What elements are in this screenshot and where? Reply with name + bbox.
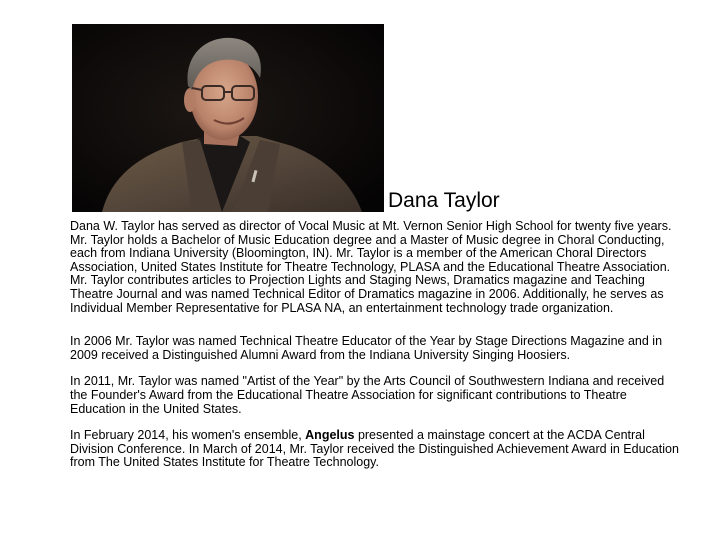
bio-text: In February 2014, his women's ensemble, xyxy=(70,428,306,443)
portrait-illustration xyxy=(72,24,384,212)
bio-paragraph: In 2006 Mr. Taylor was named Technical Theatre Educator of the Year by Stage Directions Magazine and in 2009 received a Distinguished Alumni Award from the Indiana University Singing Hoosiers. xyxy=(70,334,663,362)
biography xyxy=(70,220,682,483)
profile-name: Dana Taylor xyxy=(388,189,500,212)
portrait-photo xyxy=(72,24,384,212)
ensemble-name: Angelus xyxy=(305,428,355,443)
bio-paragraph: In 2011, Mr. Taylor was named "Artist of the Year" by the Arts Council of Southwestern Indiana and received the Founder's Award from the Educational Theatre Association for significant contributions to Theatre Education in the United States. xyxy=(70,374,665,416)
bio-text: presented a mainstage concert at the ACDA Central Division Conference. In March of 2014, Mr. Taylor received the Distinguished Achievement Award in Education from The United States Institute for Theatre Technology. xyxy=(70,428,679,470)
bio-paragraph-last xyxy=(70,429,682,470)
bio-paragraph: Dana W. Taylor has served as director of Vocal Music at Mt. Vernon Senior High School for twenty five years. Mr. Taylor holds a Bachelor of Music Education degree and a Master of Music degree in Choral Conducting, each from Indiana University (Bloomington, IN). Mr. Taylor is a member of the American Choral Directors Association, United States Institute for Theatre Technology, PLASA and the Educational Theatre Association. Mr. Taylor contributes articles to Projection Lights and Staging News, Dramatics magazine and Teaching Theatre Journal and was named Technical Editor of Dramatics magazine in 2006. Additionally, he serves as Individual Member Representative for PLASA NA, an entertainment technology trade organization. xyxy=(70,219,672,315)
